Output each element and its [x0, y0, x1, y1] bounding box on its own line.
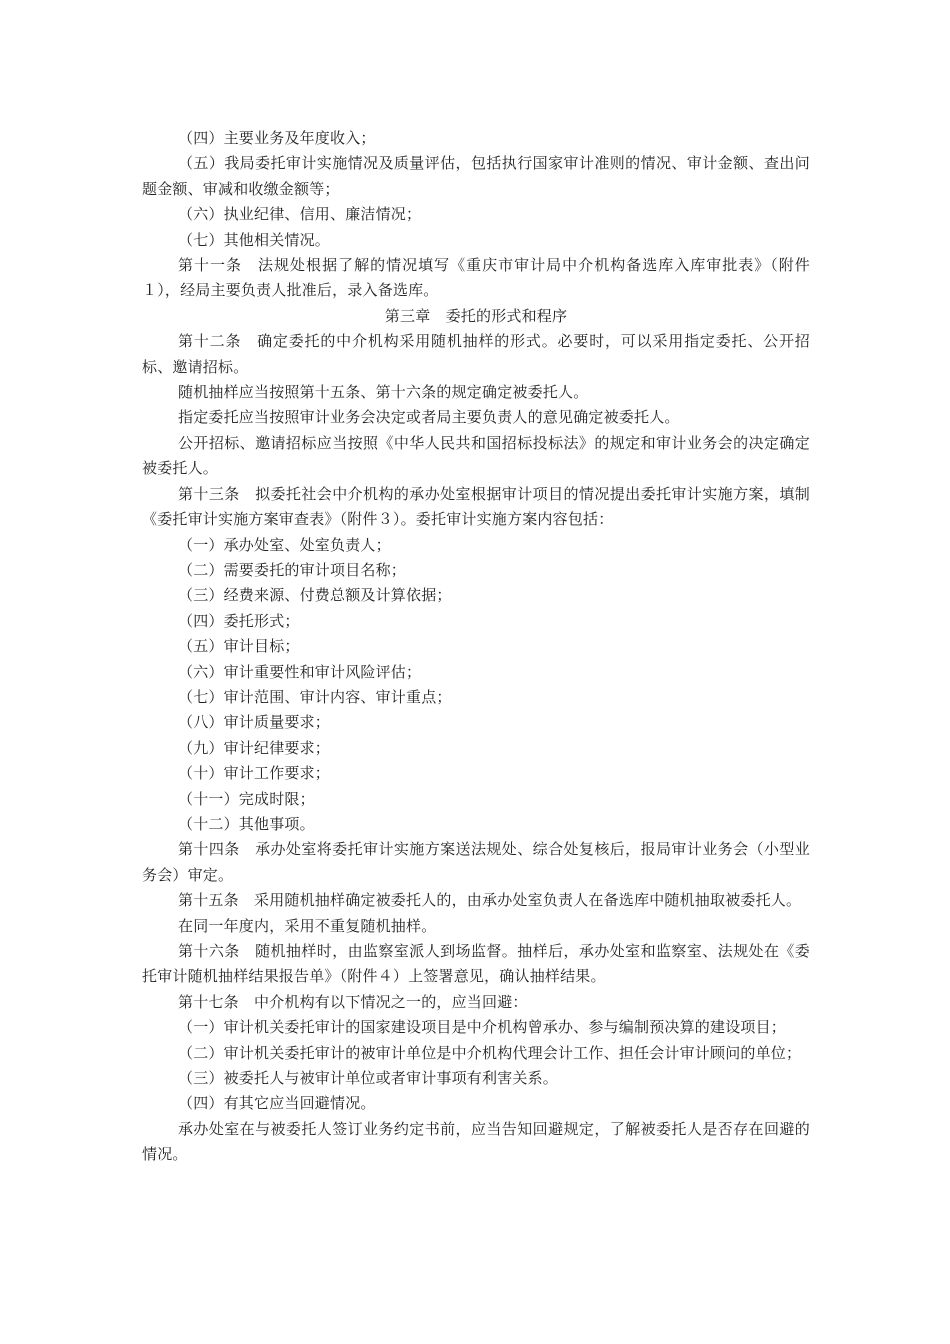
- list-item: （九）审计纪律要求；: [178, 738, 331, 757]
- paragraph: 第十四条 承办处室将委托审计实施方案送法规处、综合处复核后，报局审计业务会（小型业务会）审定。: [142, 840, 810, 884]
- list-item: （四）有其它应当回避情况。: [178, 1094, 376, 1113]
- paragraph: （五）我局委托审计实施情况及质量评估，包括执行国家审计准则的情况、审计金额、查出问题金额、审减和收缴金额等；: [142, 154, 810, 198]
- list-item: （一）承办处室、处室负责人；: [178, 535, 391, 554]
- list-item: （四）委托形式；: [178, 611, 300, 630]
- list-item: （七）审计范围、审计内容、审计重点；: [178, 687, 452, 706]
- list-item: （二）需要委托的审计项目名称；: [178, 560, 407, 579]
- list-item: （三）被委托人与被审计单位或者审计事项有利害关系。: [178, 1069, 559, 1088]
- paragraph: 第十三条 拟委托社会中介机构的承办处室根据审计项目的情况提出委托审计实施方案，填制《委托审计实施方案审查表》（附件３）。委托审计实施方案内容包括：: [142, 484, 810, 529]
- paragraph: 第十七条 中介机构有以下情况之一的，应当回避：: [178, 992, 528, 1011]
- paragraph: 第十二条 确定委托的中介机构采用随机抽样的形式。必要时，可以采用指定委托、公开招标、邀请招标。: [142, 332, 810, 376]
- document-body: [142, 126, 810, 1168]
- paragraph: 承办处室在与被委托人签订业务约定书前，应当告知回避规定，了解被委托人是否存在回避的情况。: [142, 1119, 810, 1164]
- list-item: （二）审计机关委托审计的被审计单位是中介机构代理会计工作、担任会计审计顾问的单位；: [178, 1043, 802, 1062]
- paragraph: （四）主要业务及年度收入；: [178, 129, 376, 147]
- paragraph: （七）其他相关情况。: [178, 230, 331, 249]
- list-item: （六）审计重要性和审计风险评估；: [178, 662, 422, 681]
- list-item: （一）审计机关委托审计的国家建设项目是中介机构曾承办、参与编制预决算的建设项目；: [178, 1018, 787, 1037]
- list-item: （八）审计质量要求；: [178, 713, 331, 732]
- paragraph: 公开招标、邀请招标应当按照《中华人民共和国招标投标法》的规定和审计业务会的决定确定被委托人。: [142, 433, 810, 478]
- paragraph: 第十六条 随机抽样时，由监察室派人到场监督。抽样后，承办处室和监察室、法规处在《委托审计随机抽样结果报告单》（附件４）上签署意见，确认抽样结果。: [142, 942, 810, 986]
- paragraph: 在同一年度内，采用不重复随机抽样。: [178, 916, 437, 935]
- list-item: （十一）完成时限；: [178, 789, 315, 808]
- chapter-heading: 第三章 委托的形式和程序: [384, 306, 568, 325]
- list-item: （五）审计目标；: [178, 637, 300, 656]
- paragraph: 第十一条 法规处根据了解的情况填写《重庆市审计局中介机构备选库入库审批表》（附件１），经局主要负责人批准后，录入备选库。: [142, 256, 810, 300]
- paragraph: 随机抽样应当按照第十五条、第十六条的规定确定被委托人。: [178, 383, 589, 402]
- list-item: （十二）其他事项。: [178, 814, 315, 833]
- paragraph: 指定委托应当按照审计业务会决定或者局主要负责人的意见确定被委托人。: [178, 408, 680, 427]
- list-item: （三）经费来源、付费总额及计算依据；: [178, 586, 452, 605]
- paragraph: （六）执业纪律、信用、廉洁情况；: [178, 205, 422, 224]
- paragraph: 第十五条 采用随机抽样确定被委托人的，由承办处室负责人在备选库中随机抽取被委托人。: [178, 891, 802, 910]
- list-item: （十）审计工作要求；: [178, 764, 331, 783]
